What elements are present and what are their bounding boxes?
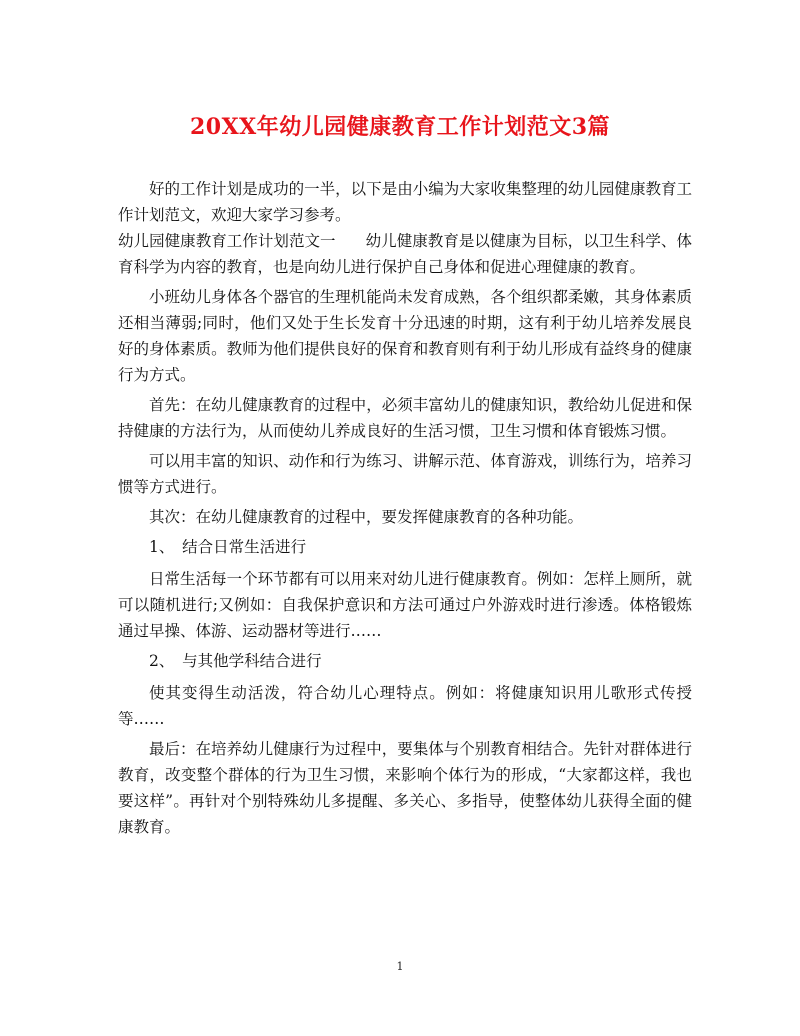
document-body (118, 176, 692, 844)
section-one-paragraph (118, 228, 692, 280)
list-item-daily-life: 1、 结合日常生活进行 (149, 538, 307, 556)
body-paragraph-methods: 可以用丰富的知识、动作和行为练习、讲解示范、体育游戏，训练行为，培养习惯等方式进行。 (118, 452, 692, 496)
document-title: 20XX年幼儿园健康教育工作计划范文3篇 (189, 114, 611, 140)
section-one-heading: 幼儿园健康教育工作计划范文一 (118, 232, 336, 250)
body-paragraph-last: 最后：在培养幼儿健康行为过程中，要集体与个别教育相结合。先针对群体进行教育，改变整个群体的行为卫生习惯，来影响个体行为的形成，“大家都这样，我也要这样”。再针对个别特殊幼儿多提醒、多关心、多指导，使整体幼儿获得全面的健康教育。 (118, 740, 692, 836)
list-item-other-subjects: 2、 与其他学科结合进行 (149, 652, 322, 670)
body-paragraph-second: 其次：在幼儿健康教育的过程中，要发挥健康教育的各种功能。 (149, 508, 584, 526)
section-one-text: 幼儿健康教育是以健康为目标，以卫生科学、体育科学为内容的教育，也是向幼儿进行保护自己身体和促进心理健康的教育。 (118, 232, 692, 276)
body-paragraph-physique: 小班幼儿身体各个器官的生理机能尚未发育成熟，各个组织都柔嫩，其身体素质还相当薄弱;同时，他们又处于生长发育十分迅速的时期，这有利于幼儿培养发展良好的身体素质。教师为他们提供良好的保育和教育则有利于幼儿形成有益终身的健康行为方式。 (118, 288, 692, 384)
intro-paragraph: 好的工作计划是成功的一半，以下是由小编为大家收集整理的幼儿园健康教育工作计划范文，欢迎大家学习参考。 (118, 180, 692, 224)
page-number: 1 (396, 960, 404, 973)
body-paragraph-daily-life: 日常生活每一个环节都有可以用来对幼儿进行健康教育。例如：怎样上厕所，就可以随机进行;又例如：自我保护意识和方法可通过户外游戏时进行渗透。体格锻炼通过早操、体游、运动器材等进行…… (118, 570, 692, 640)
body-paragraph-first: 首先：在幼儿健康教育的过程中，必须丰富幼儿的健康知识，教给幼儿促进和保持健康的方法行为，从而使幼儿养成良好的生活习惯，卫生习惯和体育锻炼习惯。 (118, 396, 692, 440)
body-paragraph-other-subjects: 使其变得生动活泼，符合幼儿心理特点。例如：将健康知识用儿歌形式传授等…… (118, 684, 692, 728)
